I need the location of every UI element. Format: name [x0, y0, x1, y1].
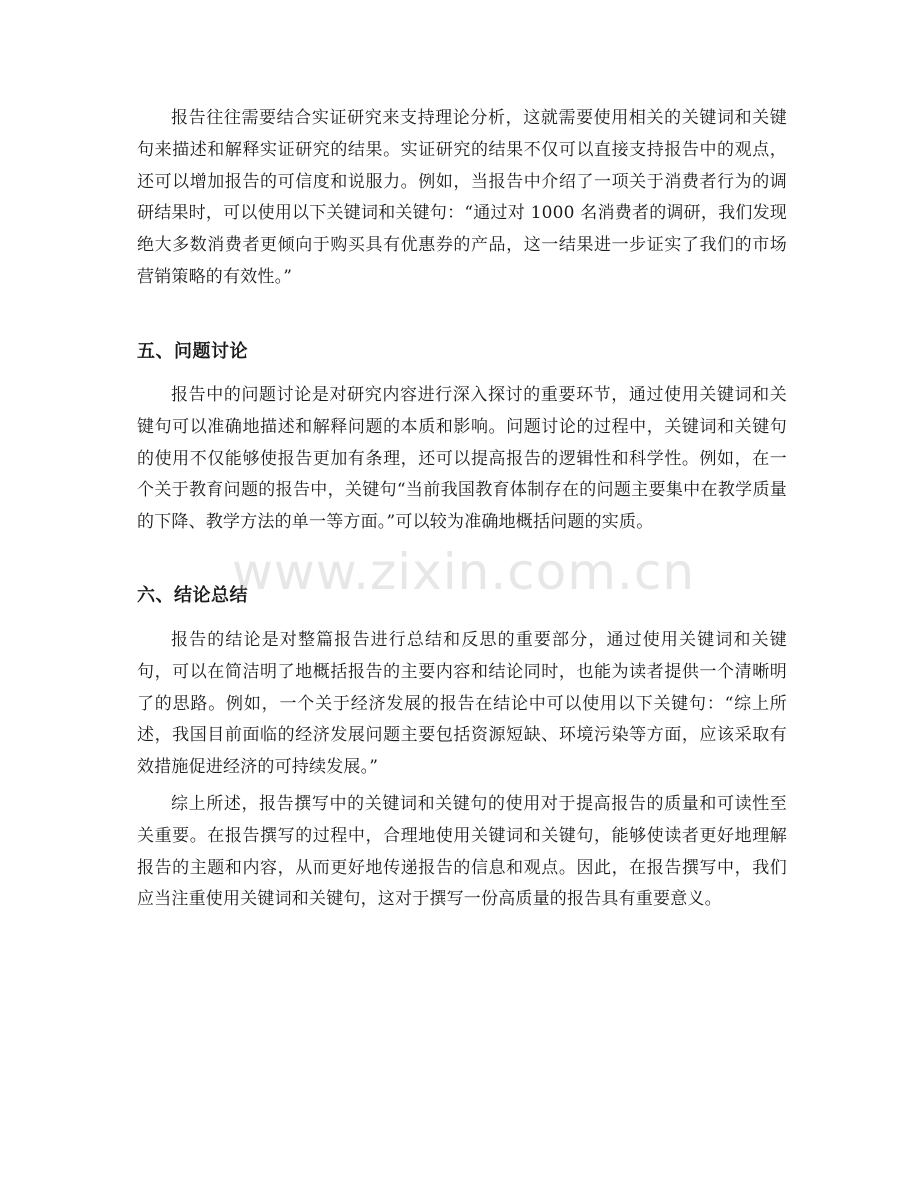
paragraph-closing-summary: 综上所述，报告撰写中的关键词和关键句的使用对于提高报告的质量和可读性至关重要。在报告撰写的过程中，合理地使用关键词和关键句，能够使读者更好地理解报告的主题和内容，从而更好地传递报告的信息和观点。因此，在报告撰写中，我们应当注重使用关键词和关键句，这对于撰写一份高质量的报告具有重要意义。 [137, 794, 787, 910]
section-heading-problem-discussion: 五、问题讨论 [137, 341, 248, 362]
paragraph-problem-discussion: 报告中的问题讨论是对研究内容进行深入探讨的重要环节，通过使用关键词和关键句可以准确地描述和解释问题的本质和影响。问题讨论的过程中，关键词和关键句的使用不仅能够使报告更加有条理，还可以提高报告的逻辑性和科学性。例如，在一个关于教育问题的报告中，关键句“当前我国教育体制存在的问题主要集中在教学质量的下降、教学方法的单一等方面。”可以较为准确地概括问题的实质。 [137, 385, 787, 533]
watermark-text: www.zixin.com.cn [232, 543, 696, 601]
section-heading-conclusion: 六、结论总结 [137, 585, 248, 606]
paragraph-empirical-research: 报告往往需要结合实证研究来支持理论分析，这就需要使用相关的关键词和关键句来描述和解释实证研究的结果。实证研究的结果不仅可以直接支持报告中的观点，还可以增加报告的可信度和说服力。例如，当报告中介绍了一项关于消费者行为的调研结果时，可以使用以下关键词和关键句：“通过对 1000 名消费者的调研，我们发现绝大多数消费者更倾向于购买具有优惠券的产品，这一结果进一步证实了我们的市场营销策略的有效性。” [137, 108, 787, 287]
paragraph-conclusion: 报告的结论是对整篇报告进行总结和反思的重要部分，通过使用关键词和关键句，可以在简洁明了地概括报告的主要内容和结论同时，也能为读者提供一个清晰明了的思路。例如，一个关于经济发展的报告在结论中可以使用以下关键句：“综上所述，我国目前面临的经济发展问题主要包括资源短缺、环境污染等方面，应该采取有效措施促进经济的可持续发展。” [137, 630, 787, 778]
